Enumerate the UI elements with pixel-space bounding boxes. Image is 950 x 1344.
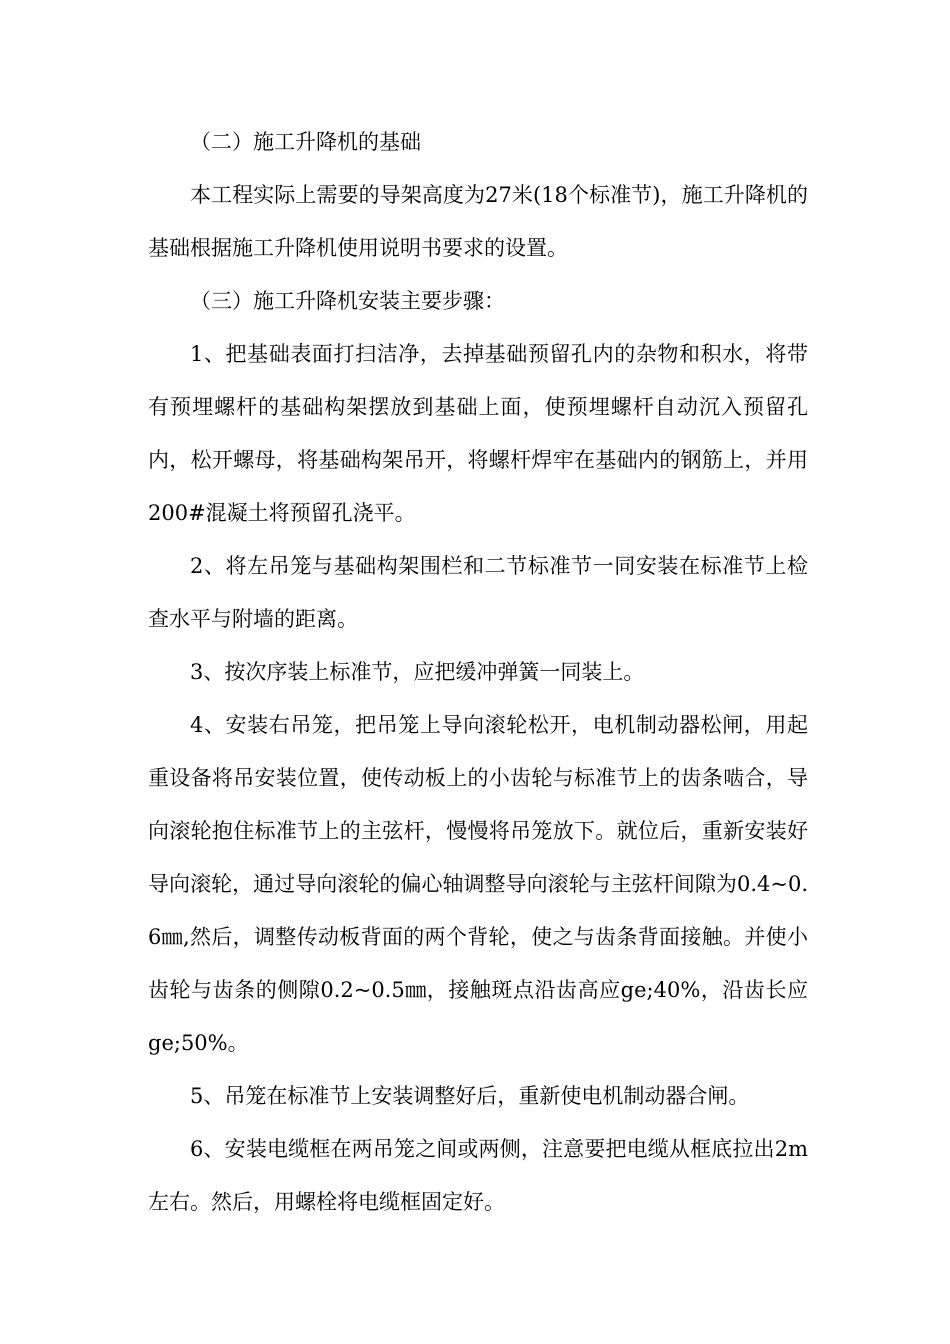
step-1-paragraph: 1、把基础表面打扫洁净，去掉基础预留孔内的杂物和积水，将带有预埋螺杆的基础构架摆放到基础上面，使预埋螺杆自动沉入预留孔内，松开螺母，将基础构架吊开，将螺杆焊牢在基础内的钢筋上，并用200#混凝土将预留孔浇平。 bbox=[148, 342, 808, 525]
step-2-paragraph: 2、将左吊笼与基础构架围栏和二节标准节一同安装在标准节上检查水平与附墙的距离。 bbox=[148, 554, 808, 631]
step-5-paragraph: 5、吊笼在标准节上安装调整好后，重新使电机制动器合闸。 bbox=[190, 1084, 750, 1108]
step-6-paragraph: 6、安装电缆框在两吊笼之间或两侧，注意要把电缆从框底拉出2m左右。然后，用螺栓将电缆框固定好。 bbox=[148, 1137, 808, 1214]
paragraph-guide-height: 本工程实际上需要的导架高度为27米(18个标准节)，施工升降机的基础根据施工升降机使用说明书要求的设置。 bbox=[148, 183, 808, 260]
section-heading-foundation: （二）施工升降机的基础 bbox=[190, 130, 421, 154]
step-3-paragraph: 3、按次序装上标准节，应把缓冲弹簧一同装上。 bbox=[190, 660, 645, 684]
step-4-paragraph: 4、安装右吊笼，把吊笼上导向滚轮松开，电机制动器松闸，用起重设备将吊安装位置，使传动板上的小齿轮与标准节上的齿条啮合，导向滚轮抱住标准节上的主弦杆，慢慢将吊笼放下。就位后，重新安装好导向滚轮，通过导向滚轮的偏心轴调整导向滚轮与主弦杆间隙为0.4~0.6㎜,然后，调整传动板背面的两个背轮，使之与齿条背面接触。并使小齿轮与齿条的侧隙0.2~0.5㎜，接触斑点沿齿高应ge;40%，沿齿长应ge;50%。 bbox=[148, 713, 808, 1055]
document-body bbox=[148, 116, 808, 1229]
section-heading-install-steps: （三）施工升降机安装主要步骤： bbox=[190, 289, 505, 313]
